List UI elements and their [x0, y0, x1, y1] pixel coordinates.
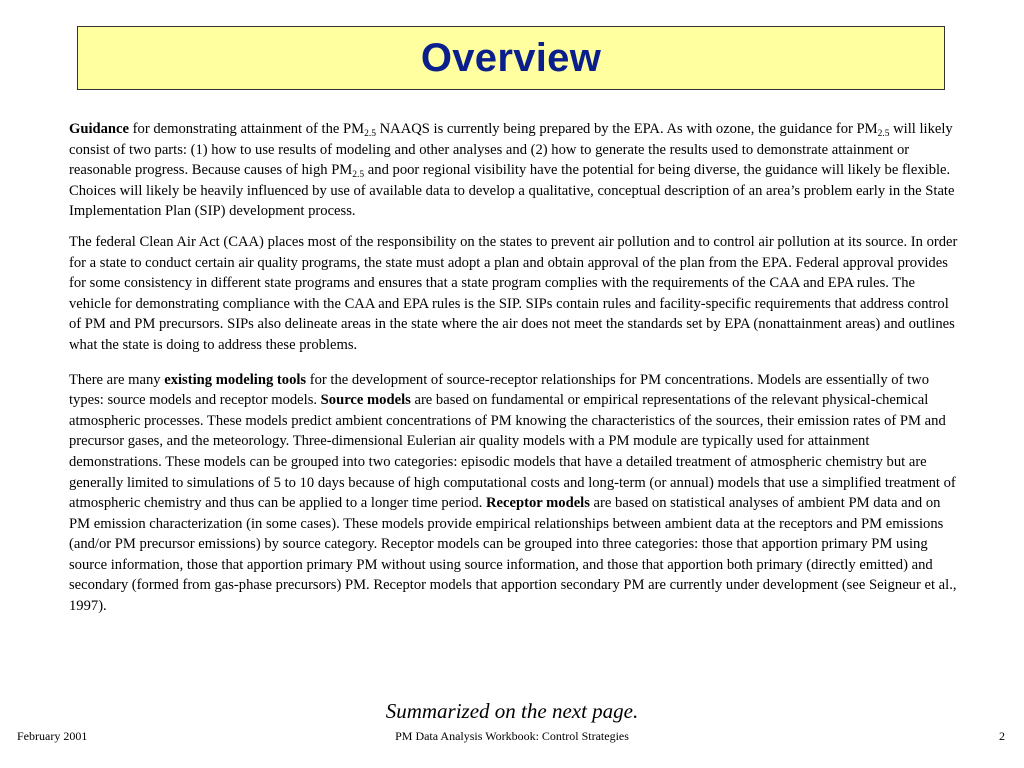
text-run: There are many [69, 371, 165, 388]
text-run: The federal Clean Air Act (CAA) places most of the responsibility on the states to prevent air pollution and to control air pollution at its source. In order for a state to conduct certain air quality programs, the state must adopt a plan and obtain approval of the plan from the EPA. Federal approval provides for some consistency in different state programs and ensures that a state program complies with the requirements of the CAA and EPA rules. The vehicle for demonstrating compliance with the CAA and EPA rules is the SIP. SIPs contain rules and facility-specific requirements that address control of PM and PM precursors. SIPs also delineate areas in the state where the air does not meet the standards set by EPA (nonattainment areas) and outlines what the state is doing to address these problems. [69, 233, 958, 353]
text-run: will likely consist of two parts: (1) how to use results of modeling and other analyses and (2) how to generate the results used to demonstrate attainment or reasonable progress. Because causes of high PM [69, 121, 953, 179]
footer-title: PM Data Analysis Workbook: Control Strategies [395, 729, 629, 743]
bold-term: Source models [320, 392, 411, 409]
subscript: 2.5 [877, 129, 890, 139]
text-run: and poor regional visibility have the potential for being diverse, the guidance will likely be flexible. Choices will likely be heavily influenced by use of available data to develop a qualitative, conceptual description of an area’s problem early in the State Implementation Plan (SIP) development process. [69, 162, 955, 220]
footer-date: February 2001 [17, 729, 88, 743]
subscript: 2.5 [364, 129, 376, 139]
bold-term: Receptor models [486, 495, 590, 512]
title-banner [77, 26, 945, 90]
subscript: 2.5 [352, 170, 365, 181]
summary-note: Summarized on the next page. [385, 699, 639, 723]
body-text [69, 119, 959, 627]
footer-page-number: 2 [999, 729, 1005, 743]
text-run: are based on fundamental or empirical representations of the relevant physical-chemical atmospheric processes. These models predict ambient concentrations of PM knowing the characteristics of the sources, their emission rates of PM and precursor gases, and the meteorology. Three-dimensional Eulerian air quality models with a PM module are typically used for attainment demonstrations. These models can be grouped into two categories: episodic models that have a detailed treatment of atmospheric chemistry but are generally limited to simulations of 5 to 10 days because of high computational costs and long-term (or annual) models that use a simplified treatment of atmospheric chemistry and thus can be applied to a longer time period. [69, 392, 956, 512]
paragraph-guidance [69, 119, 959, 222]
bold-term: existing modeling tools [164, 371, 307, 388]
slide-title: Overview [420, 35, 602, 80]
text-run: for demonstrating attainment of the PM [129, 121, 365, 137]
text-run: NAAQS is currently being prepared by the EPA. As with ozone, the guidance for PM [375, 121, 878, 137]
bold-term: Guidance [69, 121, 130, 137]
paragraph-clean-air-act [69, 232, 959, 356]
paragraph-modeling-tools [69, 370, 959, 617]
text-run: for the development of source-receptor relationships for PM concentrations. Models are essentially of two types: source models and receptor models. [69, 371, 929, 409]
text-run: are based on statistical analyses of ambient PM data and on PM emission characterization (in some cases). These models provide empirical relationships between ambient data at the receptors and PM emissions (and/or PM precursor emissions) by source category. Receptor models can be grouped into three categories: those that apportion primary PM using source information, those that apportion primary PM without using source information, and those that apportion both primary (directly emitted) and secondary (formed from gas-phase precursors) PM. Receptor models that apportion secondary PM are currently under development (see Seigneur et al., 1997). [69, 495, 957, 615]
